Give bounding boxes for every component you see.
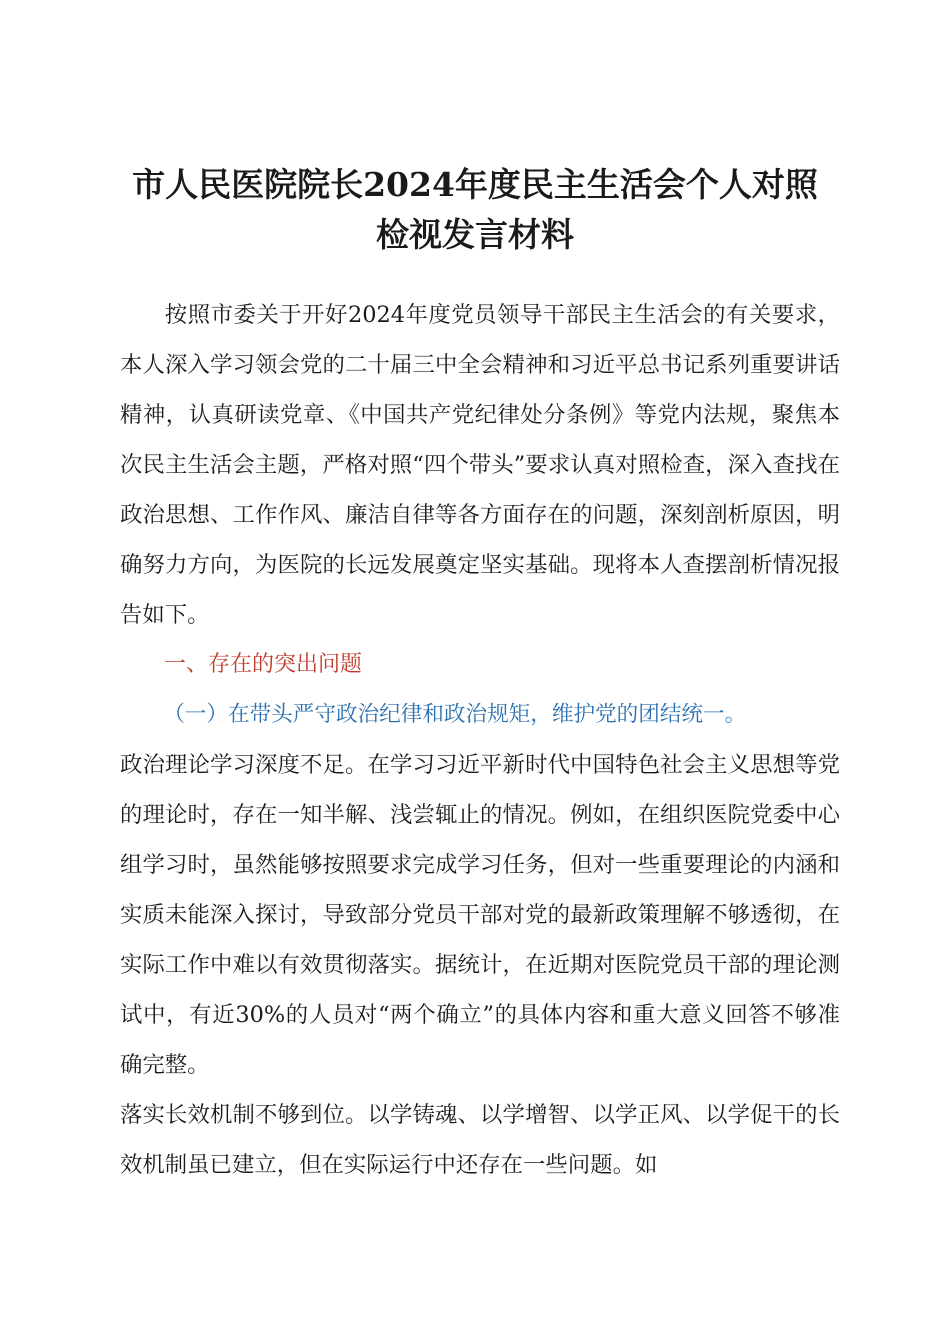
document-body — [120, 290, 840, 1190]
document-title — [100, 160, 850, 260]
subsection-heading-1: （一）在带头严守政治纪律和政治规矩，维护党的团结统一。 — [163, 702, 747, 727]
body-paragraph-1: 政治理论学习深度不足。在学习习近平新时代中国特色社会主义思想等党的理论时，存在一知半解、浅尝辄止的情况。例如，在组织医院党委中心组学习时，虽然能够按照要求完成学习任务，但对一些重要理论的内涵和实质未能深入探讨，导致部分党员干部对党的最新政策理解不够透彻，在实际工作中难以有效贯彻落实。据统计，在近期对医院党员干部的理论测试中，有近30%的人员对“两个确立”的具体内容和重大意义回答不够准确完整。 — [120, 752, 840, 1078]
body-paragraph-2: 落实长效机制不够到位。以学铸魂、以学增智、以学正风、以学促干的长效机制虽已建立，但在实际运行中还存在一些问题。如 — [120, 1102, 840, 1178]
section-heading-1: 一、存在的突出问题 — [164, 652, 363, 677]
title-line-2: 检视发言材料 — [376, 215, 574, 254]
title-line-1: 市人民医院院长2024年度民主生活会个人对照 — [132, 165, 818, 204]
intro-paragraph: 按照市委关于开好2024年度党员领导干部民主生活会的有关要求，本人深入学习领会党的二十届三中全会精神和习近平总书记系列重要讲话精神，认真研读党章、《中国共产党纪律处分条例》等党内法规，聚焦本次民主生活会主题，严格对照“四个带头”要求认真对照检查，深入查找在政治思想、工作作风、廉洁自律等各方面存在的问题，深刻剖析原因，明确努力方向，为医院的长远发展奠定坚实基础。现将本人查摆剖析情况报告如下。 — [120, 302, 840, 628]
